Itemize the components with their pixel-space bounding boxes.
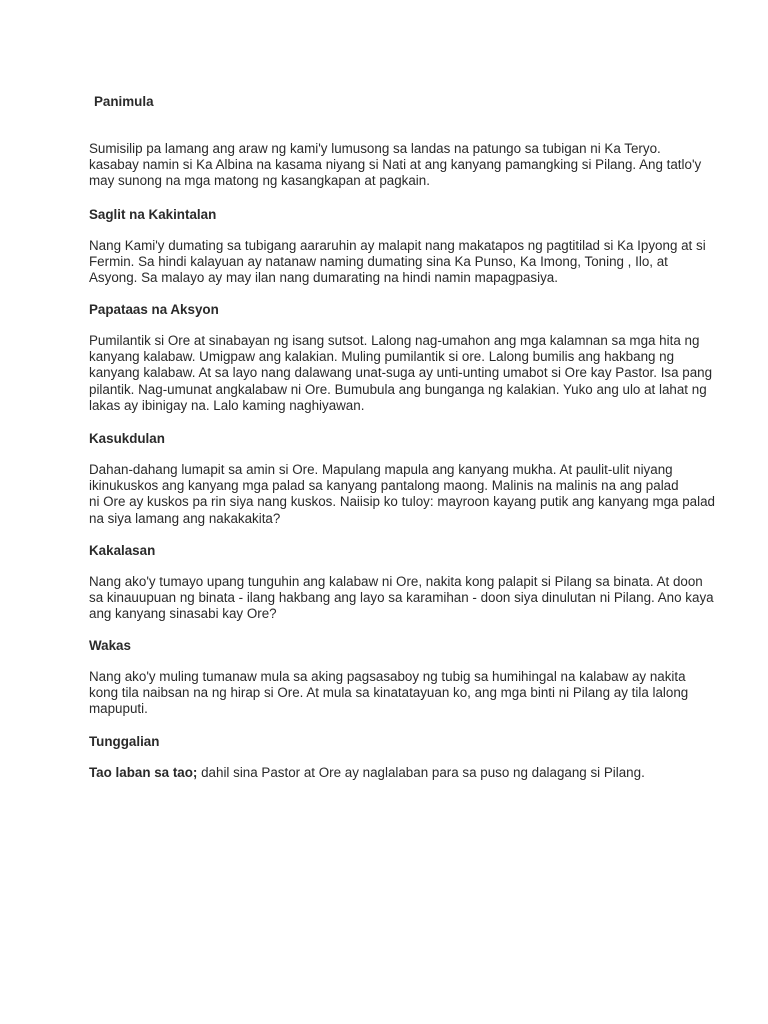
paragraph-line: ang kanyang sinasabi kay Ore? <box>89 606 277 622</box>
section-heading-saglit-na-kakintalan: Saglit na Kakintalan <box>89 207 217 222</box>
section-paragraph-saglit-na-kakintalan <box>89 238 706 287</box>
paragraph-line: Nang ako'y muling tumanaw mula sa aking pagsasaboy ng tubig sa humihingal na kalabaw ay nakita <box>89 669 686 684</box>
section-paragraph-kakalasan <box>89 574 714 623</box>
paragraph-line: ikinukuskos ang kanyang mga palad sa kanyang pantalong maong. Malinis na malinis na ang palad <box>89 478 679 494</box>
paragraph-line: lakas ay ibinigay na. Lalo kaming naghiyawan. <box>89 397 365 413</box>
section-paragraph-wakas <box>89 669 689 718</box>
paragraph-line: Dahan-dahang lumapit sa amin si Ore. Mapulang mapula ang kanyang mukha. At paulit-ulit niyang <box>89 462 673 477</box>
section-paragraph-tunggalian <box>89 765 689 781</box>
section-heading-kakalasan: Kakalasan <box>89 543 156 558</box>
paragraph-line: Nang Kami'y dumating sa tubigang aararuhin ay malapit nang makatapos ng pagtitilad si Ka Ipyong at si <box>89 238 706 253</box>
paragraph-line: Fermin. Sa hindi kalayuan ay natanaw naming dumating sina Ka Punso, Ka Imong, Toning , Ilo, at <box>89 254 668 270</box>
paragraph-line: mapuputi. <box>89 701 148 717</box>
section-paragraph-panimula <box>89 141 702 190</box>
section-heading-kasukdulan: Kasukdulan <box>89 431 165 446</box>
paragraph-line: kanyang kalabaw. Umigpaw ang kalakian. Muling pumilantik si ore. Lalong bumilis ang hakbang ng <box>89 349 675 365</box>
paragraph-line: Nang ako'y tumayo upang tunguhin ang kalabaw ni Ore, nakita kong palapit si Pilang sa binata. At doon <box>89 574 703 589</box>
section-paragraph-kasukdulan <box>89 462 715 527</box>
paragraph-line: may sunong na mga matong ng kasangkapan at pagkain. <box>89 173 430 189</box>
paragraph-line: kong tila naibsan na ng hirap si Ore. At mula sa kinatatayuan ko, ang mga binti ni Pilang ay tila lalong <box>89 685 689 701</box>
section-heading-papataas-na-aksyon: Papataas na Aksyon <box>89 302 219 317</box>
paragraph-line: na siya lamang ang nakakakita? <box>89 510 281 526</box>
paragraph-line: Asyong. Sa malayo ay may ilan nang dumarating na hindi namin mapagpasiya. <box>89 270 558 286</box>
section-paragraph-papataas-na-aksyon <box>89 333 713 414</box>
paragraph-line: Sumisilip pa lamang ang araw ng kami'y lumusong sa landas na patungo sa tubigan ni Ka Teryo. <box>89 141 661 156</box>
paragraph-line: kanyang kalabaw. At sa layo nang dalawang unat-suga ay unti-unting umabot si Ore kay Pastor. Isa pang <box>89 365 713 381</box>
paragraph-line <box>89 765 689 781</box>
paragraph-line: ni Ore ay kuskos pa rin siya nang kuskos. Naiisip ko tuloy: mayroon kayang putik ang kanyang mga palad <box>89 494 715 510</box>
section-heading-panimula: Panimula <box>94 94 154 109</box>
paragraph-line: pilantik. Nag-umunat angkalabaw ni Ore. Bumubula ang bunganga ng kalakian. Yuko ang ulo at lahat ng <box>89 381 707 397</box>
paragraph-line: sa kinauupuan ng binata - ilang hakbang ang layo sa karamihan - doon siya dinulutan ni Pilang. Ano kaya <box>89 590 714 606</box>
paragraph-rest-text: dahil sina Pastor at Ore ay naglalaban para sa puso ng dalagang si Pilang. <box>197 765 645 780</box>
section-heading-tunggalian: Tunggalian <box>89 734 160 749</box>
section-heading-wakas: Wakas <box>89 638 131 653</box>
paragraph-line: Pumilantik si Ore at sinabayan ng isang sutsot. Lalong nag-umahon ang mga kalamnan sa mga hita ng <box>89 333 700 348</box>
bold-lead-text: Tao laban sa tao; <box>89 765 198 780</box>
paragraph-line: kasabay namin si Ka Albina na kasama niyang si Nati at ang kanyang pamangking si Pilang. Ang tatlo'y <box>89 157 702 173</box>
